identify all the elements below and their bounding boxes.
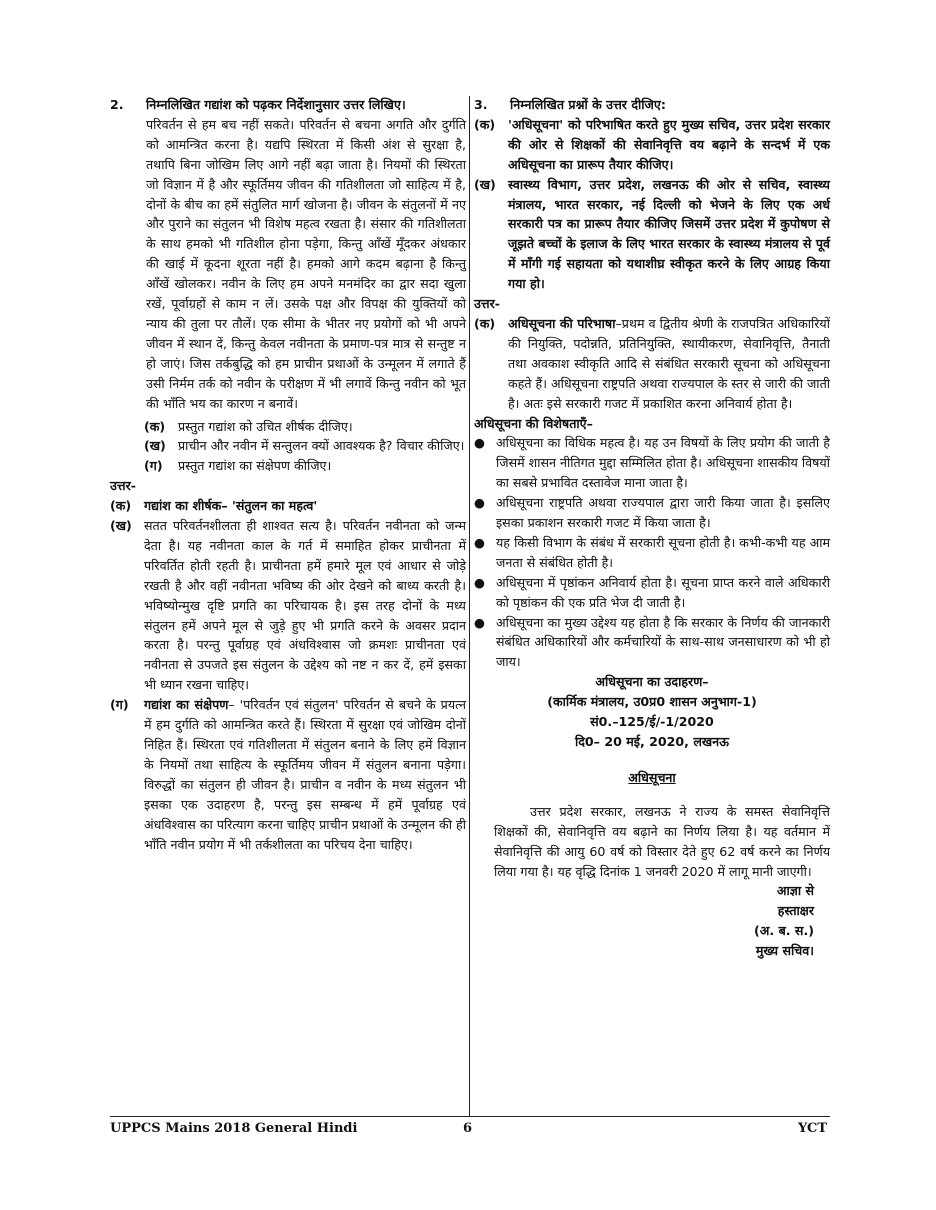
question-text: निम्नलिखित गद्यांश को पढ़कर निर्देशानुसार उत्तर लिखिए। <box>146 97 406 112</box>
footer-right: YCT <box>798 1121 828 1136</box>
bullet-icon: ● <box>474 534 485 550</box>
features-heading: अधिसूचना की विशेषताएँ– <box>474 415 593 431</box>
subquestion-text: प्राचीन और नवीन में सन्तुलन क्यों आवश्यक है? विचार कीजिए। <box>178 438 465 454</box>
footer-left: UPPCS Mains 2018 General Hindi <box>110 1121 358 1136</box>
answer-heading: उत्तर- <box>110 478 136 494</box>
question-number: 2. <box>110 97 124 112</box>
question-3 <box>474 95 830 115</box>
answer-label: (क) <box>474 315 496 331</box>
feature-text: अधिसूचना का विधिक महत्व है। यह उन विषयों के लिए प्रयोग की जाती है जिसमें शासन नीतिगत मुद्दा सम्मिलित होता है। अधिसूचना शासकीय विषयों का सबसे प्रभावित दस्तावेज माना जाता है। <box>496 435 830 491</box>
notice-text: उत्तर प्रदेश सरकार, लखनऊ ने राज्य के समस्त सेवानिवृत्ति शिक्षकों की, सेवानिवृत्ति वय बढ़ाने का निर्णय लिया है। यह वर्तमान में सेवानिवृत्ति की आयु 60 वर्ष को विस्तार देते हुए 62 वर्ष करने का निर्णय लिया गया है। यह वृद्धि दिनांक 1 जनवरी 2020 में लागू मानी जाएगी। <box>494 803 830 879</box>
answer-title: गद्यांश का शीर्षक– 'संतुलन का महत्व' <box>144 498 318 514</box>
summary-heading: गद्यांश का संक्षेपण <box>144 697 229 713</box>
footer-divider <box>110 1116 830 1117</box>
feature-item <box>474 573 830 613</box>
bullet-icon: ● <box>474 574 485 590</box>
answer-label: (ग) <box>110 697 129 713</box>
notice-title: अधिसूचना <box>628 769 676 785</box>
question-3-kha <box>474 175 830 294</box>
definition-heading: अधिसूचना की परिभाषा <box>508 315 616 331</box>
page-number: 6 <box>463 1121 473 1136</box>
signature-block <box>474 881 830 961</box>
subquestion-text: प्रस्तुत गद्यांश को उचित शीर्षक दीजिए। <box>178 418 353 434</box>
feature-item <box>474 493 830 533</box>
bullet-icon: ● <box>474 495 485 511</box>
question-text: 'अधिसूचना' को परिभाषित करते हुए मुख्य सचिव, उत्तर प्रदेश सरकार की ओर से शिक्षकों की सेवानिवृत्ति वय बढ़ाने के सन्दर्भ में एक अधिसूचना का प्रारूप तैयार कीजिए। <box>508 116 830 172</box>
subquestion <box>110 417 466 437</box>
answer-label: (क) <box>110 498 132 514</box>
answer-kha <box>110 516 466 695</box>
feature-item <box>474 533 830 573</box>
subquestion-label: (ख) <box>144 438 166 454</box>
summary-text: – 'परिवर्तन एवं संतुलन' परिवर्तन से बचने के प्रयत्न में हम दुर्गति को आमन्त्रित करते हैं। स्थिरता में सुरक्षा एवं जोखिम दोनों निहित हैं। स्थिरता एवं गतिशीलता में संतुलन बनाने के लिए हमें विज्ञान के नियमों तथा साहित्य के स्फूर्तिमय जीवन में संतुलन बनाना पड़ेगा। विरुद्धों का संतुलन ही जीवन है। प्राचीन व नवीन के मध्य संतुलन भी इसका एक उदाहरण है, परन्तु इस सम्बन्ध में हमें पूर्वाग्रह एवं अंधविश्वास का परित्याग करना चाहिए प्राचीन प्रथाओं के उन्मूलन की ही भाँति नवीन प्रयोग में भी तर्कशीलता का परिचय देना चाहिए। <box>144 697 467 852</box>
passage: परिवर्तन से हम बच नहीं सकते। परिवर्तन से बचना अगति और दुर्गति को आमन्त्रित करना है। यद्यपि स्थिरता में किसी अंश से सुरक्षा है, तथापि बिना जोखिम लिए आगे नहीं बढ़ा जाता है। नियमों की स्थिरता जो विज्ञान में है और स्फूर्तिमय जीवन की गतिशीलता जो साहित्य में है, दोनों के बीच का हमें संतुलित मार्ग खोजना है। जीवन के संतुलनों में नए और पुराने का संतुलन भी विशेष महत्व रखता है। संसार की गतिशीलता के साथ हमको भी गतिशील होना पड़ेगा, किन्तु आँखें मूँदकर अंधकार की खाई में कूदना शूरता नहीं है। हमको आगे कदम बढ़ाना है किन्तु आँखें खोलकर। नवीन के लिए हम अपने मनमंदिर का द्वार सदा खुला रखें, पूर्वाग्रहों से काम न लें। उसके पक्ष और विपक्ष की युक्तियों को न्याय की तुला पर तौलें। एक सीमा के भीतर नए प्रयोगों को भी अपने जीवन में स्थान दें, किन्तु केवल नवीनता के प्रमाण-पत्र मात्र से सन्तुष्ट न हो जाएं। जिस तर्कबुद्धि को हम प्राचीन प्रथाओं के उन्मूलन में लगाते हैं उसी निर्मम तर्क को नवीन के परीक्षण में भी लगावें किन्तु नवीन को भूत की भाँति भय का कारण न बनावें। <box>146 116 466 411</box>
question-text: स्वास्थ्य विभाग, उत्तर प्रदेश, लखनऊ की ओर से सचिव, स्वास्थ्य मंत्रालय, भारत सरकार, नई दिल्ली को भेजने के लिए एक अर्ध सरकारी पत्र का प्रारूप तैयार कीजिए जिसमें उत्तर प्रदेश में कुपोषण से जूझते बच्चों के इलाज के लिए भारत सरकार के स्वास्थ्य मंत्रालय से पूर्व में माँगी गई सहायता को यथाशीघ्र स्वीकृत करने के लिए आग्रह किया गया हो। <box>508 176 830 292</box>
definition-text: –प्रथम व द्वितीय श्रेणी के राजपत्रित अधिकारियों की नियुक्ति, पदोन्नति, प्रतिनियुक्ति, स्थायीकरण, सेवानिवृत्ति, तैनाती तथा अवकाश स्वीकृति आदि से संबंधित सरकारी सूचना को अधिसूचना कहते हैं। अधिसूचना राष्ट्रपति अथवा राज्यपाल के स्तर से जारी की जाती है। अतः इसे सरकारी गजट में प्रकाशित करना अनिवार्य होता है। <box>508 315 831 411</box>
signature-line: (अ. ब. स.) <box>754 923 814 939</box>
answer-label: (ख) <box>110 518 132 534</box>
feature-text: यह किसी विभाग के संबंध में सरकारी सूचना होती है। कभी-कभी यह आम जनता से संबंधित होती है। <box>496 534 830 570</box>
answer-ka <box>474 314 830 414</box>
example-number: सं0.–125/ई/-1/2020 <box>590 714 714 730</box>
answer-ga <box>110 695 466 854</box>
subquestion-label: (ग) <box>144 458 163 474</box>
bullet-icon: ● <box>474 614 485 630</box>
feature-text: अधिसूचना में पृष्ठांकन अनिवार्य होता है। सूचना प्राप्त करने वाले अधिकारी को पृष्ठांकन की एक प्रति भेज दी जाती है। <box>496 574 830 610</box>
right-column <box>474 95 830 961</box>
signature-line: आज्ञा से <box>776 883 814 899</box>
left-column <box>110 95 466 854</box>
subquestion <box>110 456 466 476</box>
answer-text: सतत परिवर्तनशीलता ही शाश्वत सत्य है। परिवर्तन नवीनता को जन्म देता है। यह नवीनता काल के गर्त में समाहित होकर प्राचीनता में परिवर्तित होती रहती है। प्राचीनता हमें हमारे मूल एवं आधार से जोड़े रखती है और वहीं नवीनता भविष्य की ओर देखने को बाध्य करती है। भविष्योन्मुख दृष्टि प्रगति का परिचायक है। इस तरह दोनों के मध्य संतुलन हमें अपने मूल से जुड़े हुए भी प्रगति करने के अवसर प्रदान करता है। परन्तु पूर्वाग्रह एवं अंधविश्वास जो क्रमशः प्राचीनता एवं नवीनता से उपजते इस संतुलन के उद्देश्य को नष्ट न कर दें, हमें इसका भी ध्यान रखना चाहिए। <box>144 518 466 693</box>
answer-heading: उत्तर- <box>474 296 500 312</box>
subquestion-text: प्रस्तुत गद्यांश का संक्षेपण कीजिए। <box>178 458 332 474</box>
question-label: (क) <box>474 116 496 132</box>
signature-line: मुख्य सचिव। <box>755 943 814 959</box>
question-number: 3. <box>474 97 488 112</box>
question-2 <box>110 95 466 115</box>
question-text: निम्नलिखित प्रश्नों के उत्तर दीजिए: <box>510 97 666 112</box>
column-divider <box>469 96 470 1116</box>
feature-item <box>474 613 830 673</box>
question-label: (ख) <box>474 176 496 192</box>
question-3-ka <box>474 115 830 175</box>
example-date: दि0– 20 मई, 2020, लखनऊ <box>574 734 730 749</box>
answer-ka <box>110 496 466 516</box>
example-heading: अधिसूचना का उदाहरण– <box>595 674 709 690</box>
feature-text: अधिसूचना का मुख्य उद्देश्य यह होता है कि सरकार के निर्णय की जानकारी संबंधित अधिकारियों और कर्मचारियों के साथ-साथ जनसाधारण को भी हो जाय। <box>496 614 830 670</box>
feature-text: अधिसूचना राष्ट्रपति अथवा राज्यपाल द्वारा जारी किया जाता है। इसलिए इसका प्रकाशन सरकारी गजट में किया जाता है। <box>496 495 830 531</box>
example-department: (कार्मिक मंत्रालय, उ0प्र0 शासन अनुभाग-1) <box>547 694 757 710</box>
bullet-icon: ● <box>474 435 485 451</box>
signature-line: हस्ताक्षर <box>777 903 814 919</box>
feature-item <box>474 433 830 493</box>
subquestion <box>110 436 466 456</box>
subquestion-label: (क) <box>144 418 166 434</box>
